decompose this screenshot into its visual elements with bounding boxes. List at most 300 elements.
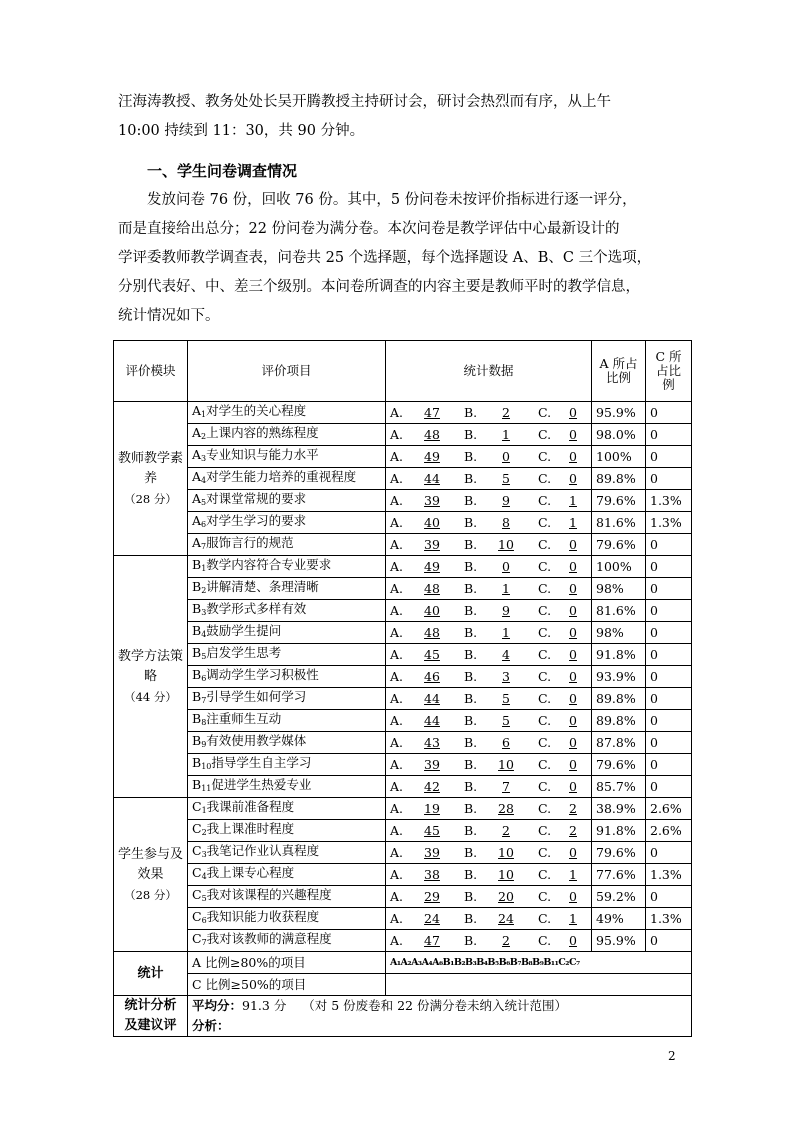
stats-cell [386, 798, 592, 820]
item-text: 我课前准备程度 [206, 798, 295, 814]
item-code-sub: 1 [201, 409, 207, 419]
option-b-label: B. [464, 514, 478, 530]
a-ratio-cell: 59.2% [592, 886, 646, 908]
item-cell [188, 644, 386, 666]
body-line-4: 分别代表好、中、差三个级别。本问卷所调查的内容主要是教师平时的教学信息， [118, 279, 640, 295]
c-ratio-cell: 0 [646, 556, 692, 578]
analysis-row [114, 996, 692, 1037]
item-code: B [192, 666, 202, 682]
item-text: 上课内容的熟练程度 [206, 424, 319, 440]
option-a-count: 45 [424, 822, 440, 838]
option-a-count: 19 [424, 800, 440, 816]
a-ratio-cell: 98.0% [592, 424, 646, 446]
option-c-label: C. [538, 734, 552, 750]
option-b-count: 6 [502, 734, 510, 750]
item-code-sub: 2 [201, 585, 207, 595]
module-cell [114, 798, 188, 952]
item-code-sub: 8 [201, 717, 207, 727]
stats-cell [386, 710, 592, 732]
option-b-label: B. [464, 690, 478, 706]
option-c-label: C. [538, 448, 552, 464]
item-code-sub: 4 [201, 871, 207, 881]
option-a-label: A. [390, 822, 404, 838]
table-row [114, 666, 692, 688]
body-line-3: 学评委教师教学调查表，问卷共 25 个选择题，每个选择题设 A、B、C 三个选项， [118, 250, 652, 266]
option-c-count: 0 [569, 602, 577, 618]
option-b-count: 7 [502, 778, 510, 794]
item-cell [188, 754, 386, 776]
item-text: 我上课专心程度 [206, 864, 295, 880]
item-cell [188, 468, 386, 490]
option-b-label: B. [464, 932, 478, 948]
option-c-count: 1 [569, 866, 577, 882]
c-ratio-cell: 1.3% [646, 864, 692, 886]
intro-line-2: 10:00 持续到 11：30，共 90 分钟。 [118, 123, 365, 139]
item-code-sub: 3 [201, 849, 207, 859]
item-cell [188, 556, 386, 578]
stats-cell [386, 930, 592, 952]
c-ratio-cell: 1.3% [646, 908, 692, 930]
option-c-label: C. [538, 910, 552, 926]
a-ratio-cell: 81.6% [592, 512, 646, 534]
option-c-count: 0 [569, 778, 577, 794]
item-cell [188, 798, 386, 820]
option-a-label: A. [390, 646, 404, 662]
option-b-count: 3 [502, 668, 510, 684]
item-text: 我上课准时程度 [206, 820, 295, 836]
item-cell [188, 666, 386, 688]
option-c-label: C. [538, 800, 552, 816]
table-row [114, 556, 692, 578]
table-row [114, 424, 692, 446]
option-a-count: 46 [424, 668, 440, 684]
item-code-sub: 5 [201, 651, 207, 661]
item-code-sub: 7 [201, 541, 207, 551]
c-ratio-cell: 0 [646, 578, 692, 600]
stats-cell [386, 578, 592, 600]
a-ratio-cell: 79.6% [592, 842, 646, 864]
option-a-label: A. [390, 602, 404, 618]
item-cell [188, 578, 386, 600]
item-text: 我对该教师的满意程度 [206, 930, 332, 946]
option-c-count: 0 [569, 690, 577, 706]
option-a-count: 47 [424, 404, 440, 420]
option-b-count: 9 [502, 492, 510, 508]
item-code: B [192, 688, 202, 704]
item-text: 注重师生互动 [206, 710, 282, 726]
option-b-label: B. [464, 800, 478, 816]
a-ratio-cell: 79.6% [592, 490, 646, 512]
item-text: 我对该课程的兴趣程度 [206, 886, 332, 902]
option-c-label: C. [538, 932, 552, 948]
option-a-count: 24 [424, 910, 440, 926]
option-a-label: A. [390, 910, 404, 926]
a-ratio-cell: 81.6% [592, 600, 646, 622]
table-row [114, 622, 692, 644]
module-score: （28 分） [124, 491, 177, 506]
option-a-count: 39 [424, 844, 440, 860]
summary-label: 统计 [114, 952, 188, 996]
item-cell [188, 402, 386, 424]
item-text: 对学生的关心程度 [206, 402, 307, 418]
option-b-label: B. [464, 668, 478, 684]
c-ratio-cell: 0 [646, 842, 692, 864]
table-row [114, 908, 692, 930]
option-c-count: 0 [569, 734, 577, 750]
option-a-label: A. [390, 470, 404, 486]
option-b-label: B. [464, 734, 478, 750]
option-a-label: A. [390, 448, 404, 464]
item-code-sub: 4 [201, 475, 207, 485]
option-a-count: 39 [424, 536, 440, 552]
option-b-count: 1 [502, 426, 510, 442]
option-c-label: C. [538, 602, 552, 618]
option-b-count: 8 [502, 514, 510, 530]
option-a-label: A. [390, 778, 404, 794]
option-a-label: A. [390, 514, 404, 530]
option-a-count: 40 [424, 514, 440, 530]
item-code: B [192, 556, 202, 572]
table-row [114, 512, 692, 534]
option-a-count: 29 [424, 888, 440, 904]
option-a-label: A. [390, 668, 404, 684]
option-a-count: 48 [424, 624, 440, 640]
table-row [114, 776, 692, 798]
stats-cell [386, 886, 592, 908]
option-a-label: A. [390, 426, 404, 442]
table-row [114, 820, 692, 842]
item-cell [188, 622, 386, 644]
item-code-sub: 6 [201, 673, 207, 683]
option-b-label: B. [464, 712, 478, 728]
option-b-count: 20 [498, 888, 514, 904]
c-ratio-cell: 0 [646, 622, 692, 644]
option-c-label: C. [538, 492, 552, 508]
option-a-count: 44 [424, 712, 440, 728]
option-a-count: 49 [424, 558, 440, 574]
avg-label: 平均分： [192, 998, 243, 1013]
module-score: （44 分） [124, 689, 177, 704]
item-cell [188, 732, 386, 754]
stats-cell [386, 776, 592, 798]
table-row [114, 600, 692, 622]
stats-cell [386, 512, 592, 534]
analysis-content [188, 996, 692, 1037]
c-ratio-cell: 0 [646, 886, 692, 908]
c-ratio-cell: 0 [646, 644, 692, 666]
item-code: A [192, 446, 202, 462]
option-a-label: A. [390, 624, 404, 640]
stats-cell [386, 842, 592, 864]
item-cell [188, 776, 386, 798]
item-cell [188, 864, 386, 886]
table-row [114, 490, 692, 512]
option-a-count: 38 [424, 866, 440, 882]
option-b-label: B. [464, 404, 478, 420]
option-b-label: B. [464, 888, 478, 904]
option-c-label: C. [538, 470, 552, 486]
item-code-sub: 5 [201, 497, 207, 507]
item-code: A [192, 424, 202, 440]
option-c-count: 0 [569, 668, 577, 684]
item-code: C [192, 908, 202, 924]
option-a-label: A. [390, 932, 404, 948]
option-b-label: B. [464, 448, 478, 464]
option-b-count: 5 [502, 712, 510, 728]
c-ratio-cell: 1.3% [646, 512, 692, 534]
option-a-label: A. [390, 558, 404, 574]
item-code: A [192, 402, 202, 418]
item-code: B [192, 710, 202, 726]
c-ratio-cell: 0 [646, 424, 692, 446]
item-cell [188, 842, 386, 864]
a-ratio-cell: 89.8% [592, 710, 646, 732]
option-c-count: 2 [569, 822, 577, 838]
c-ratio-cell: 0 [646, 534, 692, 556]
option-b-count: 2 [502, 404, 510, 420]
item-cell [188, 908, 386, 930]
item-code: A [192, 534, 202, 550]
item-text: 引导学生如何学习 [206, 688, 307, 704]
option-a-label: A. [390, 844, 404, 860]
header-a-ratio: A 所占比例 [592, 341, 646, 402]
option-b-count: 10 [498, 844, 514, 860]
table-row [114, 930, 692, 952]
header-c-ratio: C 所占比例 [646, 341, 692, 402]
option-b-label: B. [464, 866, 478, 882]
option-a-label: A. [390, 734, 404, 750]
item-text: 我知识能力收获程度 [206, 908, 320, 924]
a-ratio-cell: 89.8% [592, 468, 646, 490]
option-a-label: A. [390, 404, 404, 420]
table-row [114, 710, 692, 732]
option-a-count: 44 [424, 690, 440, 706]
option-a-label: A. [390, 492, 404, 508]
item-code: B [192, 754, 202, 770]
c-ratio-cell: 0 [646, 710, 692, 732]
c-ratio-cell: 0 [646, 446, 692, 468]
option-a-count: 47 [424, 932, 440, 948]
stats-cell [386, 688, 592, 710]
a-ratio-cell: 93.9% [592, 666, 646, 688]
stats-cell [386, 424, 592, 446]
item-code-sub: 11 [201, 783, 212, 793]
item-code-sub: 10 [201, 761, 212, 771]
option-c-count: 0 [569, 888, 577, 904]
summary-a-items: A₁A₂A₃A₄A₆B₁B₂B₃B₄B₅B₆B₇B₈B₉B₁₁C₂C₇ [386, 952, 692, 974]
option-c-label: C. [538, 866, 552, 882]
body-paragraph [118, 186, 698, 331]
item-code: B [192, 622, 202, 638]
c-ratio-cell: 0 [646, 666, 692, 688]
item-code: C [192, 930, 202, 946]
option-a-count: 39 [424, 756, 440, 772]
option-b-count: 9 [502, 602, 510, 618]
a-ratio-cell: 98% [592, 578, 646, 600]
item-code-sub: 4 [201, 629, 207, 639]
body-line-5: 统计情况如下。 [118, 308, 220, 324]
item-cell [188, 424, 386, 446]
option-b-label: B. [464, 580, 478, 596]
option-b-label: B. [464, 822, 478, 838]
a-ratio-cell: 91.8% [592, 820, 646, 842]
a-ratio-cell: 100% [592, 446, 646, 468]
item-text: 对学生学习的要求 [206, 512, 307, 528]
avg-value: 91.3 分 [242, 998, 287, 1013]
option-c-count: 0 [569, 580, 577, 596]
item-cell [188, 512, 386, 534]
option-c-count: 0 [569, 470, 577, 486]
c-ratio-cell: 0 [646, 688, 692, 710]
option-b-count: 5 [502, 470, 510, 486]
option-c-count: 0 [569, 756, 577, 772]
table-row [114, 842, 692, 864]
option-b-label: B. [464, 558, 478, 574]
a-ratio-cell: 49% [592, 908, 646, 930]
intro-line-1: 汪海涛教授、教务处处长吴开腾教授主持研讨会，研讨会热烈而有序，从上午 [118, 94, 611, 110]
item-code: C [192, 798, 202, 814]
item-code-sub: 6 [201, 519, 207, 529]
c-ratio-cell: 0 [646, 732, 692, 754]
avg-note: （对 5 份废卷和 22 份满分卷未纳入统计范围） [302, 998, 567, 1013]
option-a-count: 48 [424, 426, 440, 442]
c-ratio-cell: 1.3% [646, 490, 692, 512]
option-c-count: 1 [569, 910, 577, 926]
item-cell [188, 600, 386, 622]
option-a-label: A. [390, 800, 404, 816]
c-ratio-cell: 2.6% [646, 820, 692, 842]
table-row [114, 446, 692, 468]
option-a-label: A. [390, 866, 404, 882]
item-text: 专业知识与能力水平 [206, 446, 319, 462]
item-code: B [192, 644, 202, 660]
option-b-label: B. [464, 844, 478, 860]
option-b-label: B. [464, 910, 478, 926]
option-c-count: 2 [569, 800, 577, 816]
option-c-count: 0 [569, 712, 577, 728]
a-ratio-cell: 98% [592, 622, 646, 644]
item-text: 启发学生思考 [206, 644, 282, 660]
stats-cell [386, 754, 592, 776]
item-code-sub: 2 [201, 827, 207, 837]
analysis-label-line-1: 统计分析 [124, 998, 177, 1013]
option-a-label: A. [390, 580, 404, 596]
c-ratio-cell: 2.6% [646, 798, 692, 820]
stats-cell [386, 468, 592, 490]
option-a-label: A. [390, 756, 404, 772]
option-a-count: 44 [424, 470, 440, 486]
stats-cell [386, 666, 592, 688]
option-b-label: B. [464, 426, 478, 442]
header-item: 评价项目 [188, 341, 386, 402]
item-text: 鼓励学生提问 [206, 622, 282, 638]
option-c-count: 0 [569, 558, 577, 574]
table-row [114, 468, 692, 490]
item-cell [188, 710, 386, 732]
stats-cell [386, 820, 592, 842]
item-code-sub: 9 [201, 739, 207, 749]
item-code-sub: 6 [201, 915, 207, 925]
a-ratio-cell: 95.9% [592, 402, 646, 424]
option-c-count: 0 [569, 844, 577, 860]
option-b-count: 0 [502, 448, 510, 464]
body-line-1: 发放问卷 76 份，回收 76 份。其中，5 份问卷未按评价指标进行逐一评分， [147, 192, 637, 208]
option-c-label: C. [538, 888, 552, 904]
table-row [114, 534, 692, 556]
option-c-label: C. [538, 844, 552, 860]
module-name: 学生参与及效果 [118, 846, 184, 882]
survey-table [113, 340, 692, 1037]
option-a-count: 49 [424, 448, 440, 464]
a-ratio-cell: 79.6% [592, 534, 646, 556]
option-c-label: C. [538, 646, 552, 662]
option-b-count: 10 [498, 756, 514, 772]
intro-paragraph [118, 88, 698, 146]
a-ratio-cell: 87.8% [592, 732, 646, 754]
item-text: 对课堂常规的要求 [206, 490, 307, 506]
option-a-count: 43 [424, 734, 440, 750]
option-b-label: B. [464, 624, 478, 640]
item-cell [188, 886, 386, 908]
item-code: B [192, 578, 202, 594]
module-cell [114, 556, 188, 798]
option-c-label: C. [538, 426, 552, 442]
option-c-count: 1 [569, 492, 577, 508]
option-c-label: C. [538, 690, 552, 706]
item-code: A [192, 512, 202, 528]
stats-cell [386, 864, 592, 886]
option-b-label: B. [464, 646, 478, 662]
option-b-label: B. [464, 756, 478, 772]
summary-c-items [386, 974, 692, 996]
item-cell [188, 490, 386, 512]
option-a-count: 40 [424, 602, 440, 618]
module-cell [114, 402, 188, 556]
option-a-label: A. [390, 712, 404, 728]
stats-cell [386, 908, 592, 930]
table-row [114, 732, 692, 754]
module-score: （28 分） [124, 887, 177, 902]
item-code-sub: 3 [201, 607, 207, 617]
option-c-label: C. [538, 712, 552, 728]
c-ratio-cell: 0 [646, 930, 692, 952]
header-stats: 统计数据 [386, 341, 592, 402]
item-code: A [192, 490, 202, 506]
option-c-label: C. [538, 624, 552, 640]
c-ratio-cell: 0 [646, 754, 692, 776]
stats-cell [386, 622, 592, 644]
option-c-label: C. [538, 580, 552, 596]
a-ratio-cell: 91.8% [592, 644, 646, 666]
item-text: 服饰言行的规范 [206, 534, 294, 550]
table-row [114, 754, 692, 776]
stats-cell [386, 732, 592, 754]
option-c-count: 0 [569, 404, 577, 420]
item-code: B [192, 732, 202, 748]
analysis-text-label: 分析： [192, 1018, 230, 1033]
option-a-count: 45 [424, 646, 440, 662]
option-b-count: 2 [502, 932, 510, 948]
table-row [114, 578, 692, 600]
option-a-label: A. [390, 536, 404, 552]
option-b-count: 1 [502, 624, 510, 640]
option-b-count: 5 [502, 690, 510, 706]
item-text: 有效使用教学媒体 [206, 732, 307, 748]
a-ratio-cell: 95.9% [592, 930, 646, 952]
option-c-count: 1 [569, 514, 577, 530]
option-b-label: B. [464, 778, 478, 794]
option-b-count: 1 [502, 580, 510, 596]
